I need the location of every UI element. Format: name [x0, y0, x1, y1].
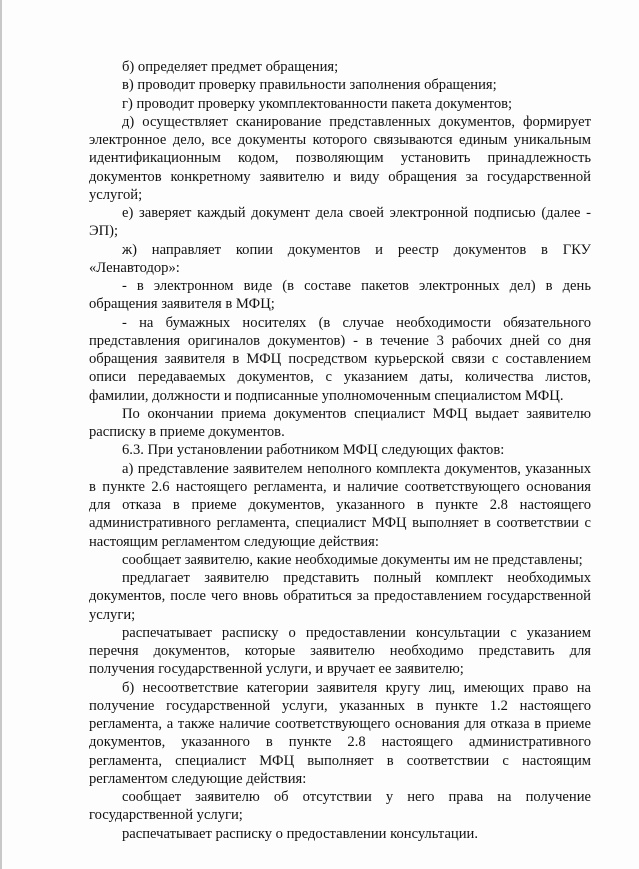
paragraph-inform-no-right: сообщает заявителю об отсутствии у него права на получение государственной услуги; [89, 789, 591, 824]
paragraph-v-check-filling: в) проводит проверку правильности заполнения обращения; [122, 77, 497, 94]
paragraph-zh-send-copies: ж) направляет копии документов и реестр документов в ГКУ «Ленавтодор»: [89, 241, 591, 276]
paragraph-b-category-mismatch: б) несоответствие категории заявителя кругу лиц, имеющих право на получение государственной услуги, указанных в пункте 1.2 настоящего регламента, а также наличие соответствующего основания для отказа в приеме документов, указанного в пункте 2.8 настоящего административного регламента, специалист МФЦ выполняет в соответствии с настоящим регламентом следующие действия: [89, 679, 591, 787]
scan-edge [0, 0, 2, 869]
paragraph-d-scanning: д) осуществляет сканирование представленных документов, формирует электронное дело, все документы которого связываются единым уникальным идентификационным кодом, позволяющим установить принадлежность документов конкретному заявителю и виду обращения за государственной услугой; [89, 113, 591, 203]
paragraph-offer-complete: предлагает заявителю представить полный комплект необходимых документов, после чего вновь обратиться за предоставлением государственной услуги; [89, 570, 591, 623]
paragraph-electronic-form: - в электронном виде (в составе пакетов электронных дел) в день обращения заявителя в МФЦ; [89, 278, 591, 313]
paragraph-g-check-package: г) проводит проверку укомплектованности пакета документов; [122, 95, 513, 112]
paragraph-receipt: По окончании приема документов специалист МФЦ выдает заявителю расписку в приеме документов. [89, 405, 591, 440]
document-body [89, 58, 591, 843]
paragraph-b-subject: б) определяет предмет обращения; [122, 59, 339, 75]
paragraph-inform-missing: сообщает заявителю, какие необходимые документы им не представлены; [122, 551, 583, 568]
paragraph-6-3: 6.3. При установлении работником МФЦ следующих фактов: [122, 442, 505, 459]
paragraph-paper-form: - на бумажных носителях (в случае необходимости обязательного представления оригиналов документов) - в течение 3 рабочих дней со дня обращения заявителя в МФЦ посредством курьерской связи с составлением описи передаваемых документов, с указанием даты, количества листов, фамилии, должности и подписанные уполномоченным специалистом МФЦ. [89, 314, 591, 404]
paragraph-print-consultation: распечатывает расписку о предоставлении консультации. [122, 825, 479, 842]
paragraph-a-incomplete: а) представление заявителем неполного комплекта документов, указанных в пункте 2.6 настоящего регламента, и наличие соответствующего основания для отказа в приеме документов, указанного в пункте 2.8 настоящего административного регламента, специалист МФЦ выполняет в соответствии с настоящим регламентом следующие действия: [89, 460, 591, 550]
paragraph-e-signature: е) заверяет каждый документ дела своей электронной подписью (далее - ЭП); [89, 205, 591, 240]
paragraph-print-receipt-list: распечатывает расписку о предоставлении консультации с указанием перечня документов, которые заявителю необходимо представить для получения государственной услуги, и вручает ее заявителю; [89, 624, 591, 678]
